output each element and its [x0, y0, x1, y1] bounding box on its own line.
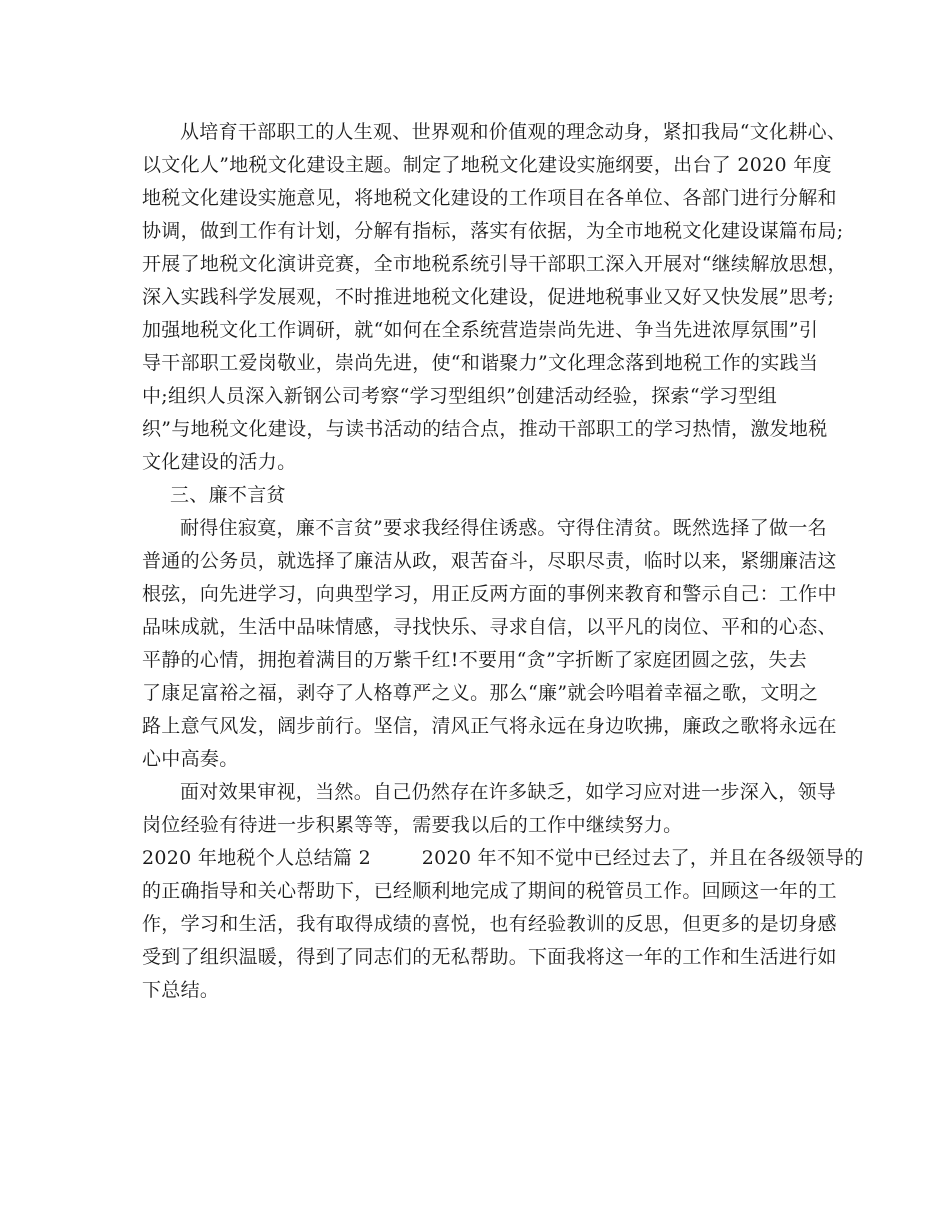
- paragraph-line: 地税文化建设实施意见，将地税文化建设的工作项目在各单位、各部门进行分解和: [142, 187, 837, 209]
- paragraph-line: 下总结。: [142, 979, 220, 1001]
- paragraph-line: 协调，做到工作有计划，分解有指标，落实有依据，为全市地税文化建设谋篇布局;: [142, 220, 844, 242]
- paragraph-line: 加强地税文化工作调研，就“如何在全系统营造崇尚先进、争当先进浓厚氛围”引: [142, 319, 819, 341]
- paragraph-line: 作，学习和生活，我有取得成绩的喜悦，也有经验教训的反思，但更多的是切身感: [142, 913, 837, 935]
- paragraph-line: 耐得住寂寞，廉不言贫”要求我经得住诱惑。守得住清贫。既然选择了做一名: [180, 517, 827, 539]
- paragraph-line: 从培育干部职工的人生观、世界观和价值观的理念动身，紧扣我局“文化耕心、: [180, 121, 847, 143]
- paragraph-line: 路上意气风发，阔步前行。坚信，清风正气将永远在身边吹拂，廉政之歌将永远在: [142, 715, 837, 737]
- paragraph-line: 了康足富裕之福，剥夺了人格尊严之义。那么“廉”就会吟唱着幸福之歌，文明之: [142, 682, 819, 704]
- paragraph-line: 心中高奏。: [142, 748, 239, 770]
- paragraph-line: 中;组织人员深入新钢公司考察“学习型组织”创建活动经验，探索“学习型组: [142, 385, 778, 407]
- paragraph-line: 导干部职工爱岗敬业，崇尚先进，使“和谐聚力”文化理念落到地税工作的实践当: [142, 352, 819, 374]
- paragraph-line: 岗位经验有待进一步积累等等，需要我以后的工作中继续努力。: [142, 814, 683, 836]
- paragraph-line: 以文化人”地税文化建设主题。制定了地税文化建设实施纲要，出台了 2020 年度: [142, 154, 832, 176]
- paragraph-line: 的正确指导和关心帮助下，已经顺利地完成了期间的税管员工作。回顾这一年的工: [142, 880, 837, 902]
- paragraph-line: 品味成就，生活中品味情感，寻找快乐、寻求自信，以平凡的岗位、平和的心态、: [142, 616, 837, 638]
- paragraph-line: 面对效果审视，当然。自己仍然存在许多缺乏，如学习应对进一步深入，领导: [180, 781, 837, 803]
- section-heading: 三、廉不言贫: [170, 484, 286, 506]
- article-title-line: 2020 年地税个人总结篇 2 2020 年不知不觉中已经过去了，并且在各级领导的: [142, 847, 864, 869]
- paragraph-line: 平静的心情，拥抱着满目的万紫千红!不要用“贪”字折断了家庭团圆之弦，失去: [142, 649, 807, 671]
- paragraph-line: 深入实践科学发展观，不时推进地税文化建设，促进地税事业又好又快发展”思考;: [142, 286, 835, 308]
- paragraph-line: 开展了地税文化演讲竞赛，全市地税系统引导干部职工深入开展对“继续解放思想，: [142, 253, 847, 275]
- paragraph-line: 根弦，向先进学习，向典型学习，用正反两方面的事例来教育和警示自己：工作中: [142, 583, 837, 605]
- paragraph-line: 文化建设的活力。: [142, 451, 297, 473]
- paragraph-line: 织”与地税文化建设，与读书活动的结合点，推动干部职工的学习热情，激发地税: [142, 418, 828, 440]
- paragraph-line: 受到了组织温暖，得到了同志们的无私帮助。下面我将这一年的工作和生活进行如: [142, 946, 837, 968]
- paragraph-line: 普通的公务员，就选择了廉洁从政，艰苦奋斗，尽职尽责，临时以来，紧绷廉洁这: [142, 550, 837, 572]
